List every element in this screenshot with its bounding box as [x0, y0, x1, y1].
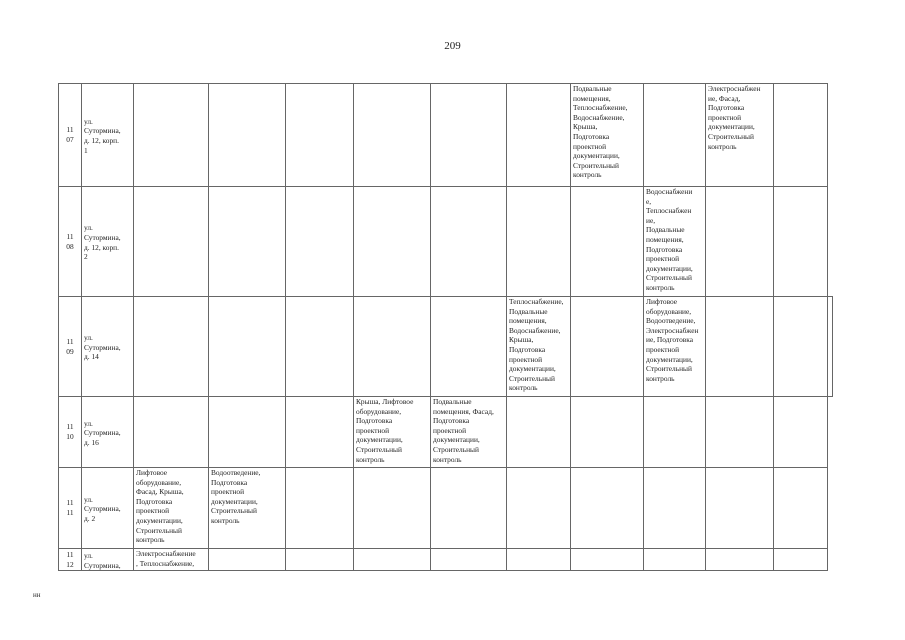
row-number-cell	[59, 468, 82, 549]
work-cell	[706, 187, 774, 297]
work-cell	[286, 468, 354, 549]
work-cell	[134, 549, 209, 571]
address-cell	[82, 187, 134, 297]
table-row	[59, 297, 833, 397]
work-schedule-table	[58, 83, 833, 571]
row-number: 11 08	[66, 231, 74, 251]
work-cell	[507, 84, 571, 187]
work-cell	[354, 297, 431, 397]
work-cell	[209, 468, 286, 549]
work-cell	[354, 468, 431, 549]
work-cell	[571, 397, 644, 468]
work-cell	[209, 187, 286, 297]
address-cell	[82, 549, 134, 571]
work-cell	[134, 297, 209, 397]
work-cell	[431, 397, 507, 468]
work-cell	[286, 187, 354, 297]
work-cell	[507, 549, 571, 571]
work-cell	[431, 468, 507, 549]
work-cell	[286, 297, 354, 397]
row-number: 11 12	[66, 550, 74, 569]
work-cell	[571, 468, 644, 549]
work-cell	[644, 397, 706, 468]
work-cell-text: Электроснабжен ие, Фасад, Подготовка проектной документации, Строительный контроль	[708, 84, 761, 151]
work-cell	[644, 84, 706, 187]
work-cell	[431, 297, 507, 397]
work-cell	[774, 84, 828, 187]
work-cell	[286, 397, 354, 468]
footer-mark: нн	[33, 591, 41, 599]
work-cell	[507, 187, 571, 297]
address-cell	[82, 297, 134, 397]
work-cell	[431, 187, 507, 297]
table-row	[59, 397, 833, 468]
work-cell	[706, 549, 774, 571]
row-number: 11 11	[66, 498, 74, 517]
work-cell	[644, 549, 706, 571]
work-cell	[644, 297, 706, 397]
work-cell-text: Водоснабжени е, Теплоснабжен ие, Подвальные помещения, Подготовка проектной документации, Строительный контроль	[646, 187, 693, 292]
work-cell	[774, 187, 828, 297]
work-cell	[774, 297, 828, 397]
address-cell	[82, 84, 134, 187]
work-cell	[134, 187, 209, 297]
row-number-cell	[59, 549, 82, 571]
work-cell-text: Подвальные помещения, Фасад, Подготовка проектной документации, Строительный контроль	[433, 397, 494, 464]
work-cell	[706, 84, 774, 187]
row-number-cell	[59, 84, 82, 187]
work-cell	[354, 84, 431, 187]
work-cell	[507, 297, 571, 397]
table-row	[59, 84, 833, 187]
work-cell	[134, 397, 209, 468]
work-cell	[571, 84, 644, 187]
row-number: 11 07	[66, 125, 74, 144]
work-cell-text: Электроснабжение , Теплоснабжение,	[136, 549, 196, 568]
address-cell	[82, 468, 134, 549]
work-cell	[507, 468, 571, 549]
work-cell	[706, 468, 774, 549]
address-cell	[82, 397, 134, 468]
work-cell	[571, 187, 644, 297]
table-row	[59, 468, 833, 549]
work-cell	[507, 397, 571, 468]
row-number: 11 09	[66, 336, 74, 356]
work-cell	[354, 397, 431, 468]
table-row	[59, 187, 833, 297]
work-cell	[209, 297, 286, 397]
work-cell	[134, 84, 209, 187]
address-text: ул. Сутормина, д. 12, корп. 1	[84, 116, 121, 155]
work-cell	[774, 397, 828, 468]
work-cell	[571, 297, 644, 397]
work-cell	[134, 468, 209, 549]
address-text: ул. Сутормина,	[84, 551, 121, 570]
work-cell	[431, 84, 507, 187]
work-cell	[706, 297, 774, 397]
work-cell	[774, 549, 828, 571]
work-cell-text: Лифтовое оборудование, Водоотведение, Электроснабжен ие, Подготовка проектной документации, Строительный контроль	[646, 297, 699, 383]
table-body	[59, 84, 833, 571]
work-cell-text: Крыша, Лифтовое оборудование, Подготовка проектной документации, Строительный контроль	[356, 397, 414, 464]
work-cell	[286, 549, 354, 571]
work-cell	[354, 187, 431, 297]
work-cell-text: Лифтовое оборудование, Фасад, Крыша, Подготовка проектной документации, Строительный контроль	[136, 468, 184, 545]
address-text: ул. Сутормина, д. 16	[84, 418, 121, 447]
address-text: ул. Сутормина, д. 2	[84, 494, 121, 523]
address-text: ул. Сутормина, д. 12, корп. 2	[84, 223, 121, 262]
work-cell	[209, 549, 286, 571]
work-cell	[209, 397, 286, 468]
work-cell	[286, 84, 354, 187]
work-cell	[644, 468, 706, 549]
work-cell	[644, 187, 706, 297]
work-cell	[706, 397, 774, 468]
work-cell-text: Подвальные помещения, Теплоснабжение, Водоснабжение, Крыша, Подготовка проектной документации, Строительный контроль	[573, 84, 628, 180]
address-text: ул. Сутормина, д. 14	[84, 333, 121, 362]
work-cell	[209, 84, 286, 187]
row-number-cell	[59, 187, 82, 297]
work-cell	[571, 549, 644, 571]
page-number: 209	[444, 40, 461, 52]
work-cell	[354, 549, 431, 571]
work-cell-text: Водоотведение, Подготовка проектной документации, Строительный контроль	[211, 468, 261, 525]
work-cell	[431, 549, 507, 571]
work-cell	[828, 297, 833, 397]
work-cell-text: Теплоснабжение, Подвальные помещения, Водоснабжение, Крыша, Подготовка проектной документации, Строительный контроль	[509, 297, 564, 393]
row-number-cell	[59, 297, 82, 397]
row-number-cell	[59, 397, 82, 468]
work-cell	[774, 468, 828, 549]
row-number: 11 10	[66, 422, 74, 441]
table-row	[59, 549, 833, 571]
